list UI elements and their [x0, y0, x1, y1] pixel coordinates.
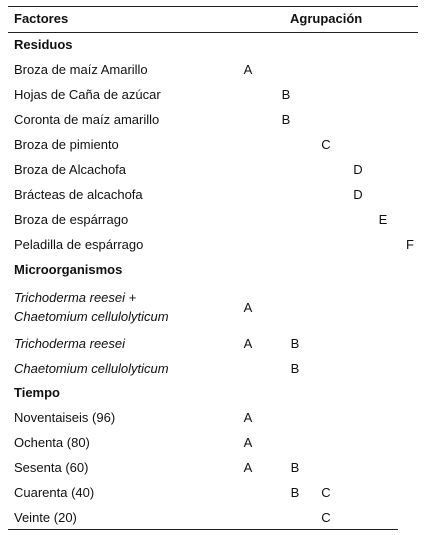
group-letter-a: A	[243, 336, 253, 351]
group-letter-f: F	[406, 237, 414, 252]
row-label-peladilla-esparrago: Peladilla de espárrago	[14, 237, 144, 252]
row-label-cuarenta: Cuarenta (40)	[14, 485, 95, 500]
group-letter-b: B	[281, 87, 291, 102]
group-letter-a: A	[243, 62, 253, 77]
row-label-noventaiseis: Noventaiseis (96)	[14, 410, 116, 425]
group-letter-d: D	[353, 187, 363, 202]
section-tiempo: Tiempo	[14, 385, 60, 400]
group-letter-a: A	[243, 410, 253, 425]
row-label-coronta-maiz: Coronta de maíz amarillo	[14, 112, 160, 127]
group-letter-a: A	[243, 435, 253, 450]
row-label-trichoderma-reesei: Trichoderma reesei	[14, 336, 126, 351]
table-bottom-rule	[8, 529, 398, 530]
group-letter-c: C	[321, 137, 331, 152]
group-letter-b: B	[290, 460, 300, 475]
section-residuos: Residuos	[14, 37, 73, 52]
row-label-broza-pimiento: Broza de pimiento	[14, 137, 119, 152]
row-label-ochenta: Ochenta (80)	[14, 435, 90, 450]
row-label-trichoderma-chaetomium-line2: Chaetomium cellulolyticum	[14, 309, 169, 324]
row-label-chaetomium-cellulolyticum: Chaetomium cellulolyticum	[14, 361, 169, 376]
group-letter-a: A	[243, 460, 253, 475]
table-header-rule	[8, 32, 418, 33]
header-agrupacion: Agrupación	[290, 11, 363, 26]
group-letter-b: B	[290, 485, 300, 500]
group-letter-d: D	[353, 162, 363, 177]
row-label-broza-maiz-amarillo: Broza de maíz Amarillo	[14, 62, 148, 77]
header-factores: Factores	[14, 11, 69, 26]
group-letter-b: B	[290, 336, 300, 351]
row-label-bracteas-alcachofa: Brácteas de alcachofa	[14, 187, 143, 202]
group-letter-b: B	[290, 361, 300, 376]
row-label-broza-alcachofa: Broza de Alcachofa	[14, 162, 127, 177]
row-label-trichoderma-chaetomium-line1: Trichoderma reesei +	[14, 290, 137, 305]
section-microorganismos: Microorganismos	[14, 262, 123, 277]
group-letter-c: C	[321, 485, 331, 500]
group-letter-c: C	[321, 510, 331, 525]
table-top-rule	[8, 6, 418, 7]
row-label-veinte: Veinte (20)	[14, 510, 77, 525]
group-letter-a: A	[243, 300, 253, 315]
group-letter-b: B	[281, 112, 291, 127]
group-letter-e: E	[378, 212, 388, 227]
row-label-broza-esparrago: Broza de espárrago	[14, 212, 129, 227]
row-label-hojas-cana: Hojas de Caña de azúcar	[14, 87, 161, 102]
row-label-sesenta: Sesenta (60)	[14, 460, 89, 475]
